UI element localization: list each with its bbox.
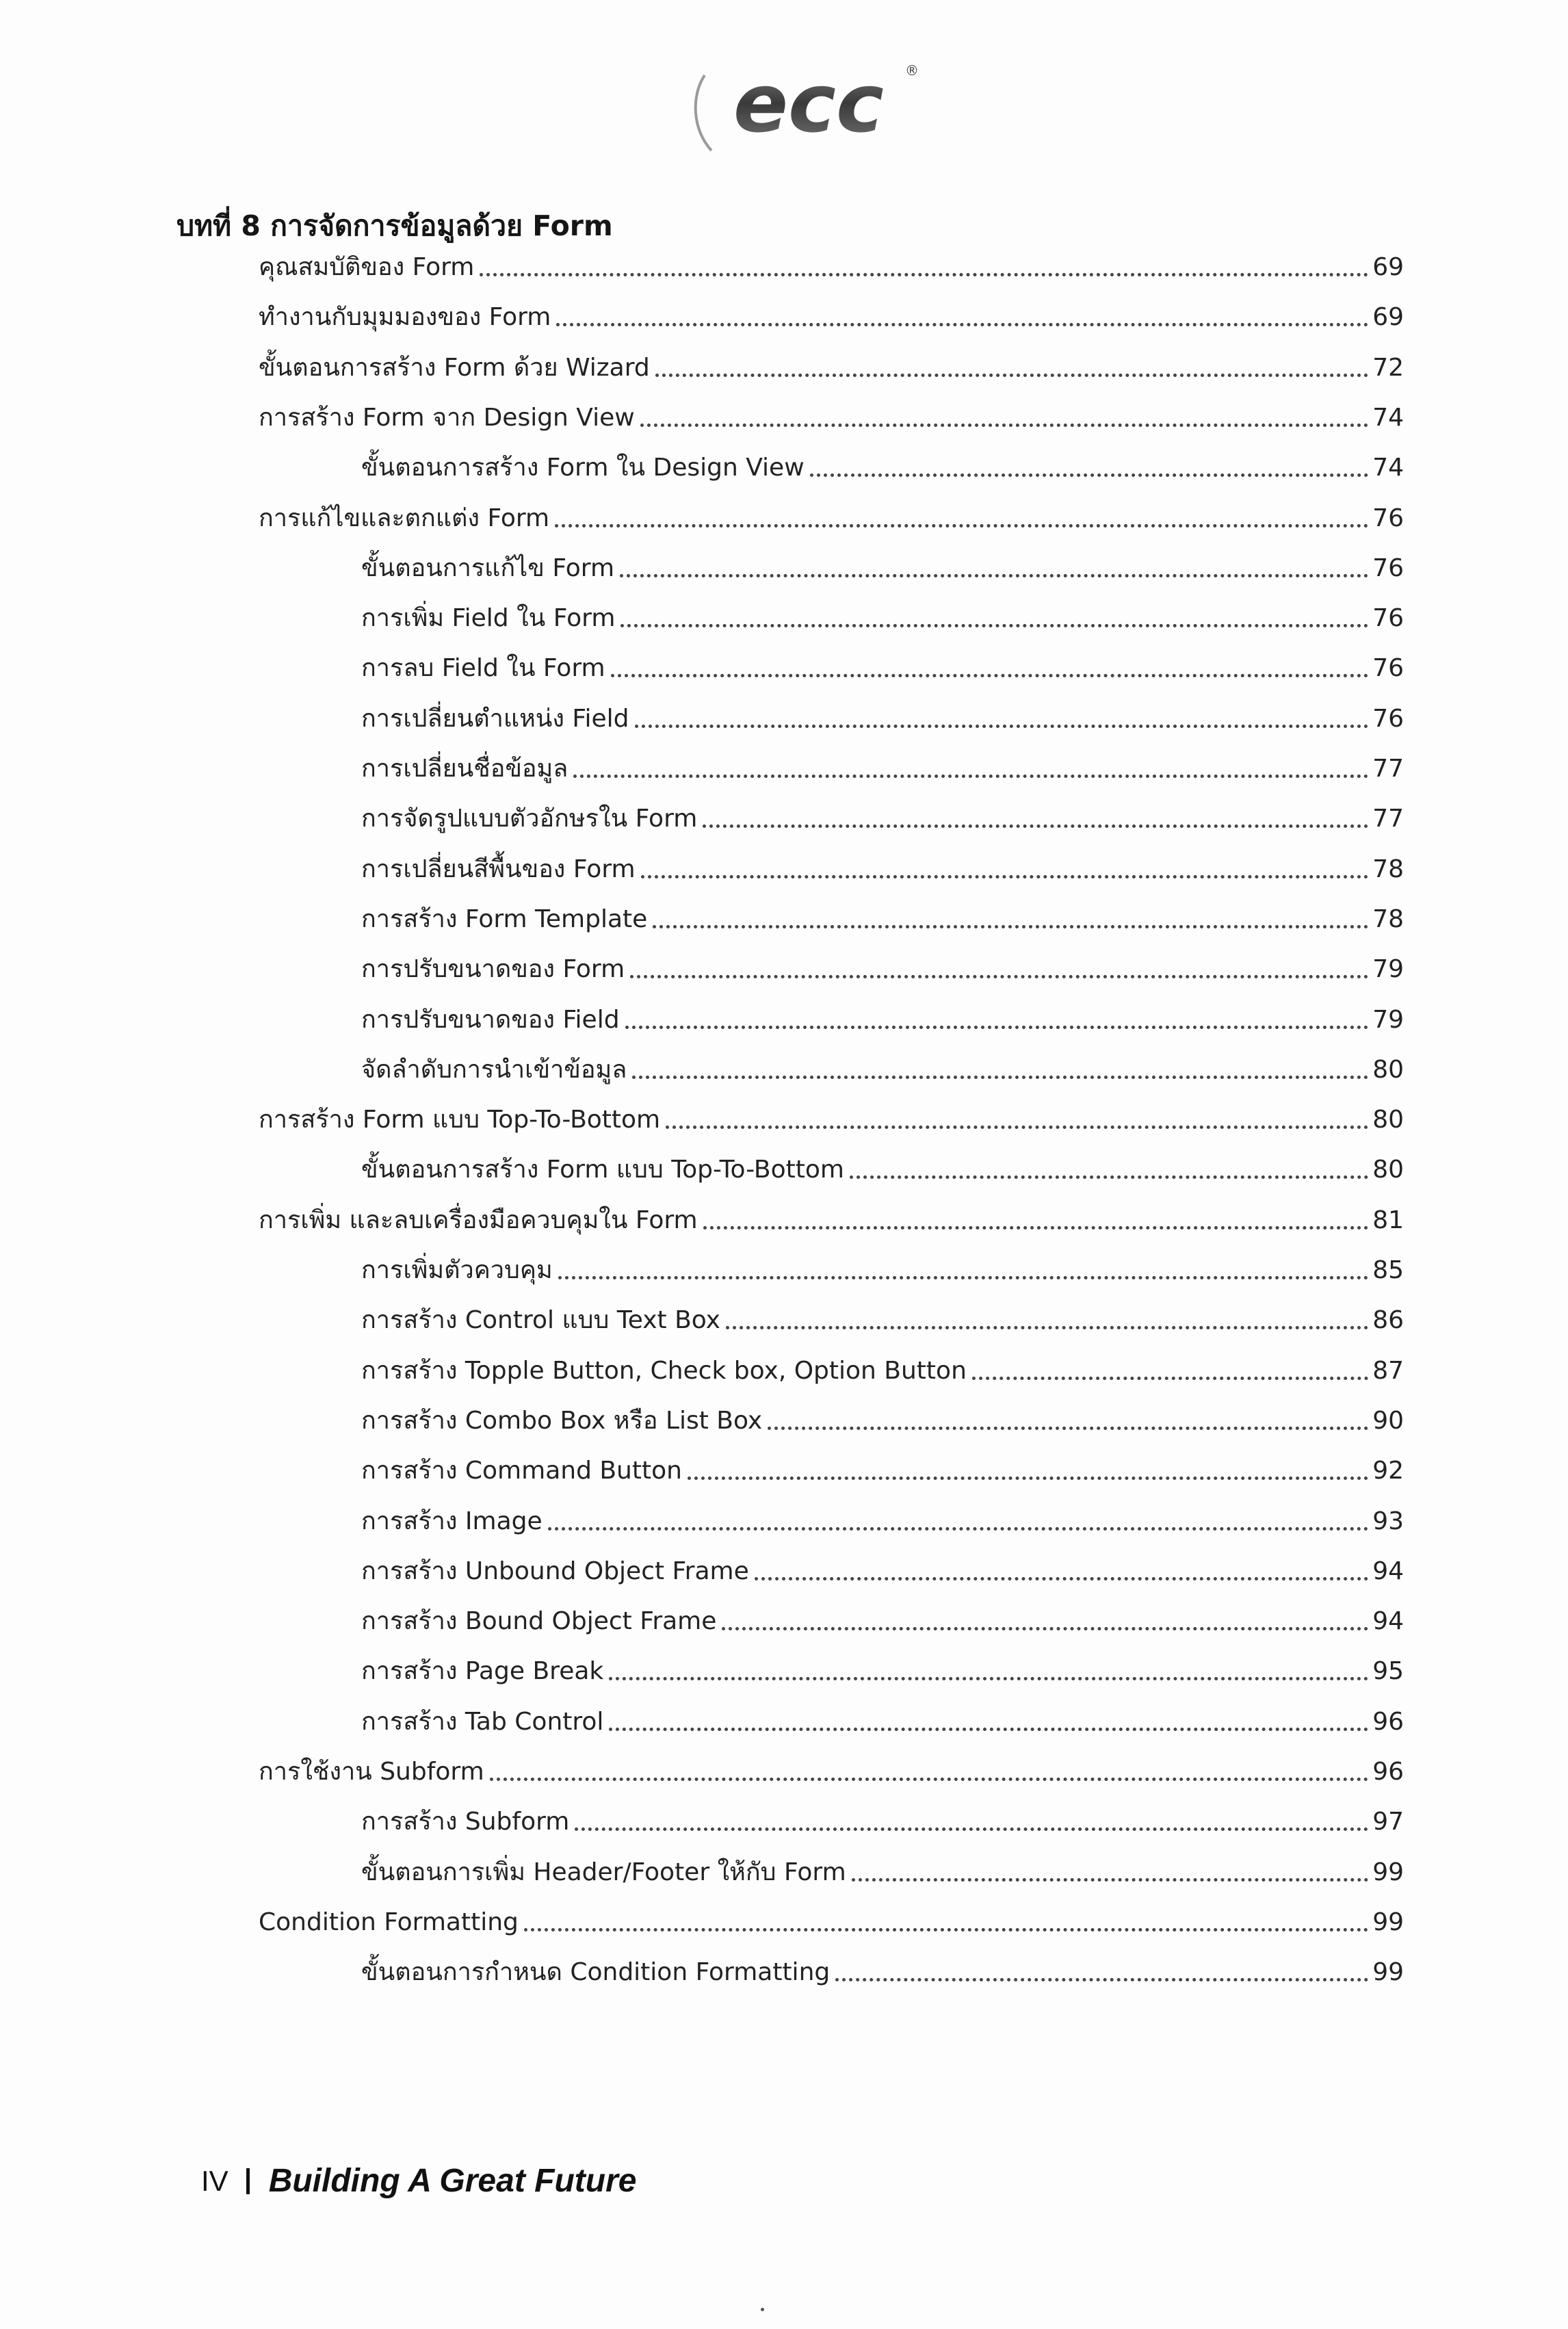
- toc-entry-label: ขั้นตอนการแก้ไข Form: [361, 554, 615, 582]
- toc-entry-page: 96: [1372, 1708, 1404, 1736]
- page-footer: [201, 2162, 636, 2200]
- toc-entry-label: การจัดรูปแบบตัวอักษรใน Form: [361, 805, 698, 833]
- toc-dot-leader: [703, 1226, 1369, 1229]
- toc-entry: [361, 1048, 1404, 1086]
- toc-entry: [361, 445, 1404, 484]
- toc-entry: [361, 947, 1404, 985]
- toc-entry: [361, 1950, 1404, 1988]
- toc-entry: [259, 295, 1404, 333]
- toc-entry-label: ทำงานกับมุมมองของ Form: [259, 303, 551, 331]
- toc-dot-leader: [524, 1928, 1368, 1931]
- toc-entry-page: 87: [1372, 1357, 1404, 1385]
- toc-entry-page: 99: [1372, 1958, 1404, 1986]
- toc-entry: [361, 546, 1404, 584]
- toc-entry: [361, 1298, 1404, 1336]
- toc-entry-label: การเพิ่มตัวควบคุม: [361, 1256, 553, 1284]
- toc-entry-page: 80: [1372, 1106, 1404, 1134]
- footer-page-number: IV: [201, 2164, 228, 2197]
- toc-dot-leader: [666, 1126, 1368, 1129]
- toc-dot-leader: [632, 1076, 1368, 1079]
- toc-entry-page: 74: [1372, 404, 1404, 432]
- toc-dot-leader: [620, 574, 1368, 577]
- toc-entry-page: 77: [1372, 805, 1404, 833]
- toc-dot-leader: [688, 1476, 1368, 1480]
- toc-entry: [361, 1700, 1404, 1738]
- toc-entry-page: 81: [1372, 1206, 1404, 1234]
- toc-entry-page: 94: [1372, 1607, 1404, 1635]
- toc-entry-label: การเปลี่ยนชื่อข้อมูล: [361, 755, 569, 783]
- toc-entry-page: 76: [1372, 604, 1404, 632]
- toc-entry-page: 76: [1372, 554, 1404, 582]
- toc-dot-leader: [722, 1627, 1368, 1630]
- toc-entry: [361, 1549, 1404, 1587]
- toc-dot-leader: [852, 1878, 1369, 1882]
- toc-dot-leader: [609, 1728, 1368, 1731]
- toc-entry: [361, 697, 1404, 735]
- toc-dot-leader: [653, 925, 1368, 928]
- toc-entry-page: 76: [1372, 654, 1404, 682]
- toc-entry-label: การลบ Field ใน Form: [361, 654, 605, 682]
- toc-entry: [361, 1799, 1404, 1838]
- toc-entry-label: การใช้งาน Subform: [259, 1758, 484, 1786]
- toc-entry-page: 76: [1372, 705, 1404, 733]
- toc-entry-page: 86: [1372, 1306, 1404, 1334]
- toc-entry: [361, 998, 1404, 1036]
- toc-entry-label: ขั้นตอนการเพิ่ม Header/Footer ให้กับ Form: [361, 1858, 846, 1886]
- toc-entry: [361, 1649, 1404, 1687]
- toc-dot-leader: [573, 775, 1368, 778]
- footer-tagline: Building A Great Future: [268, 2163, 637, 2199]
- toc-dot-leader: [630, 975, 1368, 978]
- toc-entry-page: 90: [1372, 1407, 1404, 1435]
- toc-entry-label: การสร้าง Subform: [361, 1808, 570, 1836]
- toc-entry-label: การสร้าง Image: [361, 1507, 543, 1535]
- toc-entry-page: 72: [1372, 354, 1404, 382]
- toc-entry-page: 93: [1372, 1507, 1404, 1535]
- toc-dot-leader: [835, 1978, 1368, 1981]
- chapter-heading: บทที่ 8 การจัดการข้อมูลด้วย Form: [177, 209, 613, 242]
- toc-entry-label: การเพิ่ม Field ใน Form: [361, 604, 616, 632]
- scan-speck: [761, 2308, 764, 2311]
- toc-entry: [361, 1499, 1404, 1537]
- toc-dot-leader: [810, 473, 1369, 477]
- toc-entry-label: การแก้ไขและตกแต่ง Form: [259, 504, 550, 532]
- toc-entry-label: ขั้นตอนการกำหนด Condition Formatting: [361, 1958, 831, 1986]
- toc-entry-page: 92: [1372, 1457, 1404, 1485]
- toc-dot-leader: [655, 374, 1368, 377]
- toc-dot-leader: [755, 1577, 1368, 1580]
- toc-entry-label: การปรับขนาดของ Field: [361, 1006, 620, 1034]
- toc-dot-leader: [555, 524, 1368, 528]
- toc-entry: [361, 746, 1404, 785]
- toc-entry-label: การสร้าง Combo Box หรือ List Box: [361, 1407, 763, 1435]
- toc-entry: [259, 346, 1404, 384]
- toc-entry: [361, 1398, 1404, 1437]
- toc-dot-leader: [625, 1026, 1369, 1029]
- toc-entry-label: การสร้าง Form แบบ Top-To-Bottom: [259, 1106, 661, 1134]
- toc-dot-leader: [490, 1778, 1369, 1781]
- toc-dot-leader: [611, 674, 1369, 677]
- toc-entry-label: การสร้าง Unbound Object Frame: [361, 1557, 749, 1585]
- toc-entry-label: ขั้นตอนการสร้าง Form ใน Design View: [361, 454, 805, 482]
- toc-entry-page: 99: [1372, 1908, 1404, 1936]
- toc-entry: [361, 1349, 1404, 1387]
- toc-dot-leader: [641, 875, 1369, 879]
- toc-entry-page: 79: [1372, 955, 1404, 983]
- toc-entry-label: Condition Formatting: [259, 1908, 519, 1936]
- toc-dot-leader: [635, 725, 1369, 728]
- toc-entry-page: 69: [1372, 303, 1404, 331]
- toc-entry-label: ขั้นตอนการสร้าง Form แบบ Top-To-Bottom: [361, 1156, 844, 1184]
- toc-entry: [361, 847, 1404, 885]
- registered-mark: ®: [905, 62, 919, 79]
- toc-entry: [361, 1448, 1404, 1487]
- logo-wordmark: ecc: [733, 56, 884, 151]
- toc-entry-label: การสร้าง Control แบบ Text Box: [361, 1306, 720, 1334]
- toc-entry: [361, 897, 1404, 935]
- toc-entry-page: 69: [1372, 253, 1404, 281]
- toc-dot-leader: [558, 1276, 1369, 1279]
- toc-dot-leader: [620, 624, 1368, 627]
- toc-entry-label: คุณสมบัติของ Form: [259, 253, 475, 281]
- toc-entry-label: การสร้าง Bound Object Frame: [361, 1607, 717, 1635]
- toc-dot-leader: [556, 323, 1368, 326]
- toc-dot-leader: [768, 1427, 1368, 1430]
- toc-entry: [259, 1097, 1404, 1136]
- toc-entry: [361, 1248, 1404, 1286]
- toc-entry-page: 76: [1372, 504, 1404, 532]
- toc-dot-leader: [972, 1377, 1368, 1380]
- toc-entry-label: การสร้าง Form จาก Design View: [259, 404, 635, 432]
- toc-entry-page: 74: [1372, 454, 1404, 482]
- toc-entry: [259, 1198, 1404, 1236]
- toc-entry: [361, 1599, 1404, 1637]
- toc-entry-label: การสร้าง Topple Button, Check box, Option Button: [361, 1357, 967, 1385]
- toc-entry-label: การเปลี่ยนสีพื้นของ Form: [361, 855, 636, 883]
- toc-entry: [361, 596, 1404, 634]
- toc-entry-label: การสร้าง Form Template: [361, 905, 648, 933]
- toc-entry-label: ขั้นตอนการสร้าง Form ด้วย Wizard: [259, 354, 650, 382]
- toc-entry-page: 77: [1372, 755, 1404, 783]
- toc-entry: [361, 796, 1404, 835]
- toc-entry: [259, 1749, 1404, 1788]
- toc-entry-page: 94: [1372, 1557, 1404, 1585]
- toc-entry-page: 85: [1372, 1256, 1404, 1284]
- toc-entry-label: การสร้าง Tab Control: [361, 1708, 604, 1736]
- toc-entry-label: การปรับขนาดของ Form: [361, 955, 625, 983]
- toc-entry: [259, 496, 1404, 534]
- toc-entry-label: การเปลี่ยนตำแหน่ง Field: [361, 705, 629, 733]
- toc-entry-page: 80: [1372, 1156, 1404, 1184]
- toc-dot-leader: [575, 1827, 1368, 1831]
- toc-entry-page: 80: [1372, 1056, 1404, 1084]
- toc-dot-leader: [703, 824, 1368, 828]
- toc-dot-leader: [726, 1326, 1368, 1329]
- toc-entry-label: จัดลำดับการนำเข้าข้อมูล: [361, 1056, 627, 1084]
- toc-entry: [259, 245, 1404, 283]
- toc-entry: [361, 646, 1404, 684]
- footer-separator: [246, 2168, 250, 2194]
- toc-entry-page: 95: [1372, 1657, 1404, 1685]
- toc-entry: [259, 1900, 1404, 1938]
- toc-entry-label: การสร้าง Command Button: [361, 1457, 682, 1485]
- toc-dot-leader: [480, 273, 1368, 276]
- toc-entry: [259, 395, 1404, 434]
- toc-entry: [361, 1850, 1404, 1888]
- toc-entry-page: 78: [1372, 905, 1404, 933]
- toc-dot-leader: [548, 1527, 1369, 1531]
- toc-entry-page: 96: [1372, 1758, 1404, 1786]
- toc-entry-label: การเพิ่ม และลบเครื่องมือควบคุมใน Form: [259, 1206, 698, 1234]
- toc-dot-leader: [609, 1677, 1368, 1680]
- toc-dot-leader: [640, 424, 1368, 427]
- toc-entry: [361, 1147, 1404, 1186]
- toc-dot-leader: [850, 1175, 1368, 1179]
- toc-entry-page: 97: [1372, 1808, 1404, 1836]
- toc-entry-page: 78: [1372, 855, 1404, 883]
- toc-entry-page: 79: [1372, 1006, 1404, 1034]
- toc-entry-page: 99: [1372, 1858, 1404, 1886]
- toc-entry-label: การสร้าง Page Break: [361, 1657, 604, 1685]
